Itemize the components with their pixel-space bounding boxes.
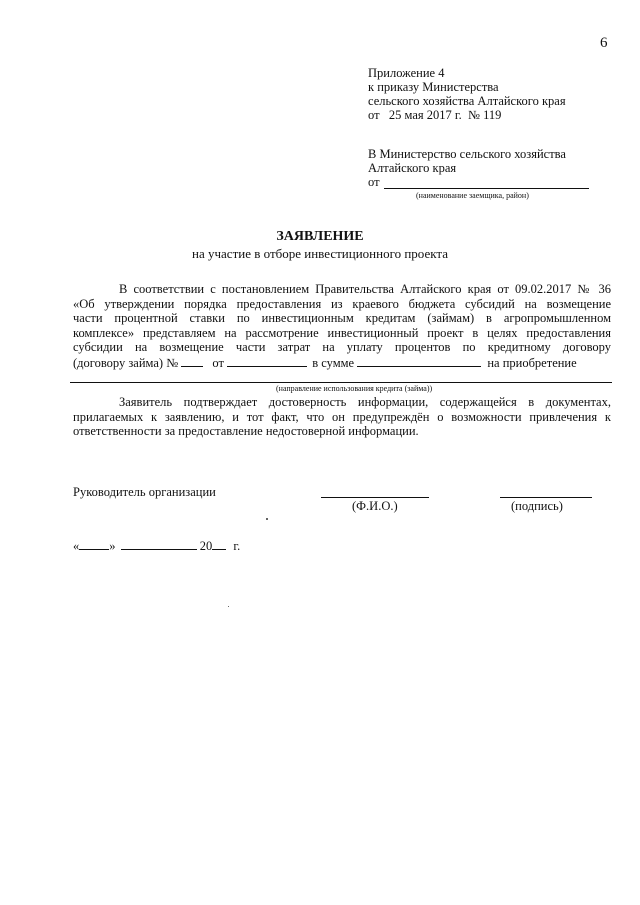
- contract-line: [73, 355, 577, 371]
- paragraph-confirmation: [73, 395, 611, 439]
- paragraph-line: части процентной ставки по инвестиционным кредитам (займам) в агропромышленном: [73, 311, 611, 326]
- contract-label: (договору займа) №: [73, 356, 179, 370]
- addressee-from-caption: (наименование заемщика, район): [416, 191, 529, 200]
- purpose-caption: (направление использования кредита (займа)): [276, 384, 433, 393]
- contract-purpose-label: на приобретение: [487, 356, 577, 370]
- addressee-line-2: Алтайского края: [368, 161, 457, 175]
- paragraph-line: субсидии на возмещение части затрат на уплату процентов по кредитному договору: [73, 340, 611, 355]
- signature-field[interactable]: [500, 497, 592, 498]
- date-close-quote: »: [109, 539, 116, 553]
- date-open-quote: «: [73, 539, 80, 553]
- scan-speck: [266, 518, 268, 520]
- date-month-field[interactable]: [121, 538, 197, 550]
- document-title: ЗАЯВЛЕНИЕ: [276, 229, 364, 244]
- date-year-suffix: г.: [233, 539, 241, 553]
- purpose-field[interactable]: [70, 382, 612, 383]
- contract-from-label: от: [212, 356, 224, 370]
- addressee-from-label: от: [368, 175, 380, 189]
- paragraph-line: прилагаемых к заявлению, и тот факт, что он предупреждён о возможности привлечения к: [73, 409, 611, 424]
- paragraph-line: В соответствии с постановлением Правительства Алтайского края от 09.02.2017 № 36: [119, 282, 611, 296]
- page-number: 6: [600, 35, 608, 51]
- appendix-line-4: от 25 мая 2017 г. № 119: [368, 108, 502, 122]
- paragraph-line: ответственности за предоставление недостоверной информации.: [73, 424, 419, 439]
- appendix-line-1: Приложение 4: [368, 66, 445, 80]
- paragraph-main: [73, 282, 611, 355]
- date-line: [73, 538, 240, 554]
- head-label: Руководитель организации: [73, 485, 216, 499]
- scan-speck: [228, 606, 229, 607]
- contract-number-field[interactable]: [181, 355, 203, 367]
- addressee-line-1: В Министерство сельского хозяйства: [368, 147, 566, 161]
- appendix-line-2: к приказу Министерства: [368, 80, 499, 94]
- document-subtitle: на участие в отборе инвестиционного проекта: [192, 246, 448, 261]
- paragraph-line: комплексе» представляем на рассмотрение инвестиционный проект в целях предоставления: [73, 325, 611, 340]
- date-day-field[interactable]: [79, 538, 109, 550]
- date-year-field[interactable]: [212, 538, 226, 550]
- signature-caption: (подпись): [511, 499, 563, 513]
- contract-sum-field[interactable]: [357, 355, 481, 367]
- contract-date-field[interactable]: [227, 355, 307, 367]
- fio-caption: (Ф.И.О.): [352, 499, 398, 513]
- addressee-from-field[interactable]: [384, 188, 589, 189]
- date-year-prefix: 20: [199, 539, 213, 553]
- appendix-line-3: сельского хозяйства Алтайского края: [368, 94, 566, 108]
- contract-sum-label: в сумме: [312, 356, 355, 370]
- paragraph-line: «Об утверждении порядка предоставления из краевого бюджета субсидий на возмещение: [73, 296, 611, 311]
- paragraph-line: Заявитель подтверждает достоверность информации, содержащейся в документах,: [119, 395, 611, 409]
- fio-field[interactable]: [321, 497, 429, 498]
